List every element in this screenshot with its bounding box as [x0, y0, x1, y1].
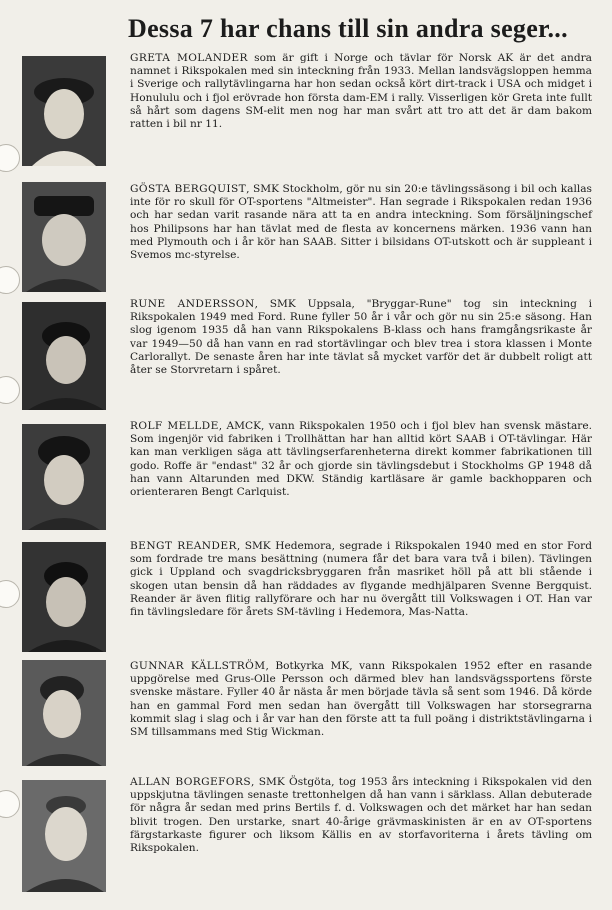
entry-rolf-mellde: [130, 420, 592, 499]
entry-name: RUNE ANDERSSON: [130, 298, 255, 310]
entry-greta-molander: [130, 52, 592, 131]
portrait-photo: [22, 424, 106, 530]
entry-bengt-reander: [130, 540, 592, 619]
portrait-icon: [22, 780, 106, 892]
entry-name: GÖSTA BERGQUIST: [130, 183, 247, 195]
entry-text: , Botkyrka MK, vann Rikspokalen 1952 efter en rasande uppgörelse med Grus-Olle Persson och därmed blev han landsvägssportens förste svenske mästare. Fyller 40 år nästa år men började tävla så sent som 1946. Då körde han en gammal Ford men sedan han övergått till Volkswagen har storsegrarna kommit slag i slag och i år var han den förste att ta full poäng i distriktstävlingarna i SM tillsammans med Stig Wickman.: [130, 660, 592, 739]
portrait-photo: [22, 182, 106, 292]
portrait-icon: [22, 182, 106, 292]
portrait-icon: [22, 542, 106, 652]
punch-hole: [0, 580, 20, 608]
portrait-photo: [22, 780, 106, 892]
portrait-icon: [22, 424, 106, 530]
portrait-icon: [22, 302, 106, 410]
portrait-icon: [22, 56, 106, 166]
entry-name: BENGT REANDER: [130, 540, 237, 552]
portrait-photo: [22, 56, 106, 166]
entry-allan-borgefors: [130, 776, 592, 855]
portrait-photo: [22, 302, 106, 410]
portrait-photo: [22, 542, 106, 652]
entry-text: , SMK Hedemora, segrade i Rikspokalen 1940 med en stor Ford som fordrade tre mans besättning (numera får det bara vara två i bilen). Tävlingen gick i Uppland och svagdricksbryggaren från masriket höll på att bli stående i skogen utan bensin då han räddades av flygande medhjälparen Svenne Bergquist. Reander är även flitig rallyförare och har nu övergått till Volkswagen i OT. Han var fin tävlingsledare för årets SM-tävling i Hedemora, Mas-Natta.: [130, 540, 592, 619]
entry-text: , AMCK, vann Rikspokalen 1950 och i fjol blev han svensk mästare. Som ingenjör vid fabriken i Trollhättan har han alltid kört SAAB i OT-tävlingar. Här kan man verkligen säga att tävlingserfarenheterna direkt kommer fabrikationen till godo. Roffe är "endast" 32 år och gjorde sin tävlingsdebut i Stockholms GP 1948 då han vann Altarunden med DKW. Ständig kartläsare är gamle backhopparen och orienteraren Bengt Carlquist.: [130, 420, 592, 499]
punch-hole: [0, 144, 20, 172]
entry-text: som är gift i Norge och tävlar för Norsk AK är det andra namnet i Rikspokalen med sin inteckning från 1933. Mellan landsvägsloppen hemma i Sverige och rallytävlingarna har hon sedan också kört dirt-track i USA och midget i Honululu och i fjol erövrade hon första dam-EM i rally. Visserligen kör Greta inte fullt så hårt som dagens SM-elit men nog har man svårt att tro att det är dam bakom ratten i bil nr 11.: [130, 52, 592, 131]
entry-text: , SMK Uppsala, "Bryggar-Rune" tog sin inteckning i Rikspokalen 1949 med Ford. Rune fyller 50 år i vår och gör nu sin 25:e säsong. Han slog igenom 1935 då han vann Rikspokalens B-klass och hans framgångsrikaste år var 1949—50 då han vann en rad stortävlingar och blev trea i stora klassen i Monte Carlorallyt. De senaste åren har inte tävlat så mycket varför det är dubbelt roligt att åter se Storvretarn i spåret.: [130, 298, 593, 377]
entry-text: , SMK Stockholm, gör nu sin 20:e tävlingssäsong i bil och kallas inte för ro skull för OT-sportens "Altmeister". Han segrade i Rikspokalen redan 1936 och har sedan varit rasande nära att ta en andra inteckning. Som försäljningschef hos Philipsons har han tävlat med de flesta av koncernens märken. 1936 vann han med Plymouth och i år kör han SAAB. Sitter i bilsidans OT-utskott och är suppleant i Svemos mc-styrelse.: [130, 183, 592, 262]
portrait-photo: [22, 660, 106, 766]
entry-name: GRETA MOLANDER: [130, 52, 248, 64]
entry-text: , SMK Östgöta, tog 1953 års inteckning i Rikspokalen vid den uppskjutna tävlingen senaste trettonhelgen då han vann i särklass. Allan debuterade för några år sedan med prins Bertils f. d. Volkswagen och det märket har han sedan blivit trogen. Den urstarke, snart 40-årige grävmaskinisten är en av OT-sportens färgstarkaste figurer och liksom Källis en av storfavoriterna i årets tävling om Rikspokalen.: [130, 776, 592, 855]
entry-rune-andersson: [130, 298, 592, 377]
punch-hole: [0, 266, 20, 294]
portrait-icon: [22, 660, 106, 766]
entry-name: GUNNAR KÄLLSTRÖM: [130, 660, 266, 672]
punch-hole: [0, 376, 20, 404]
entry-name: ALLAN BORGEFORS: [130, 776, 252, 788]
entry-gosta-bergquist: [130, 183, 592, 262]
entry-gunnar-kallstrom: [130, 660, 592, 739]
entry-name: ROLF MELLDE: [130, 420, 219, 432]
punch-hole: [0, 790, 20, 818]
page-title: Dessa 7 har chans till sin andra seger...: [128, 14, 568, 43]
